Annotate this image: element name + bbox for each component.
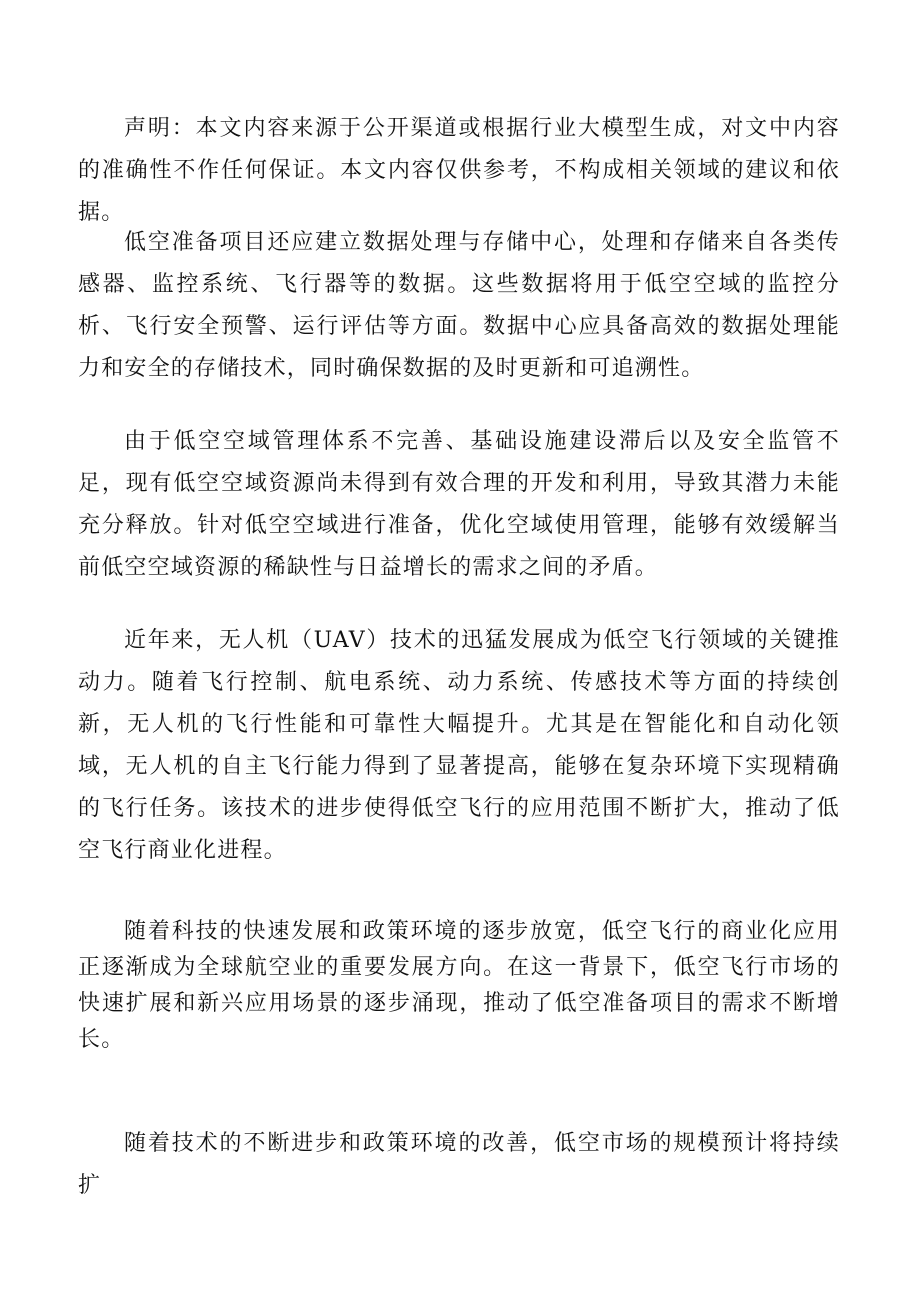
disclaimer-paragraph: 声明：本文内容来源于公开渠道或根据行业大模型生成，对文中内容的准确性不作任何保证。本文内容仅供参考，不构成相关领域的建议和依据。 [78,116,840,225]
body-paragraph-airspace-management: 由于低空空域管理体系不完善、基础设施建设滞后以及安全监管不足，现有低空空域资源尚未得到有效合理的开发和利用，导致其潜力未能充分释放。针对低空空域进行准备，优化空域使用管理，能够有效缓解当前低空空域资源的稀缺性与日益增长的需求之间的矛盾。 [78,429,840,580]
body-paragraph-commercialization: 随着科技的快速发展和政策环境的逐步放宽，低空飞行的商业化应用正逐渐成为全球航空业的重要发展方向。在这一背景下，低空飞行市场的快速扩展和新兴应用场景的逐步涌现，推动了低空准备项目的需求不断增长。 [78,919,840,1052]
body-paragraph-data-center: 低空准备项目还应建立数据处理与存储中心，处理和存储来自各类传感器、监控系统、飞行器等的数据。这些数据将用于低空空域的监控分析、飞行安全预警、运行评估等方面。数据中心应具备高效的数据处理能力和安全的存储技术，同时确保数据的及时更新和可追溯性。 [78,230,840,381]
body-paragraph-uav-technology: 近年来，无人机（UAV）技术的迅猛发展成为低空飞行领域的关键推动力。随着飞行控制、航电系统、动力系统、传感技术等方面的持续创新，无人机的飞行性能和可靠性大幅提升。尤其是在智能化和自动化领域，无人机的自主飞行能力得到了显著提高，能够在复杂环境下实现精确的飞行任务。该技术的进步使得低空飞行的应用范围不断扩大，推动了低空飞行商业化进程。 [78,628,840,863]
body-paragraph-market-scale: 随着技术的不断进步和政策环境的改善，低空市场的规模预计将持续扩 [78,1131,840,1198]
